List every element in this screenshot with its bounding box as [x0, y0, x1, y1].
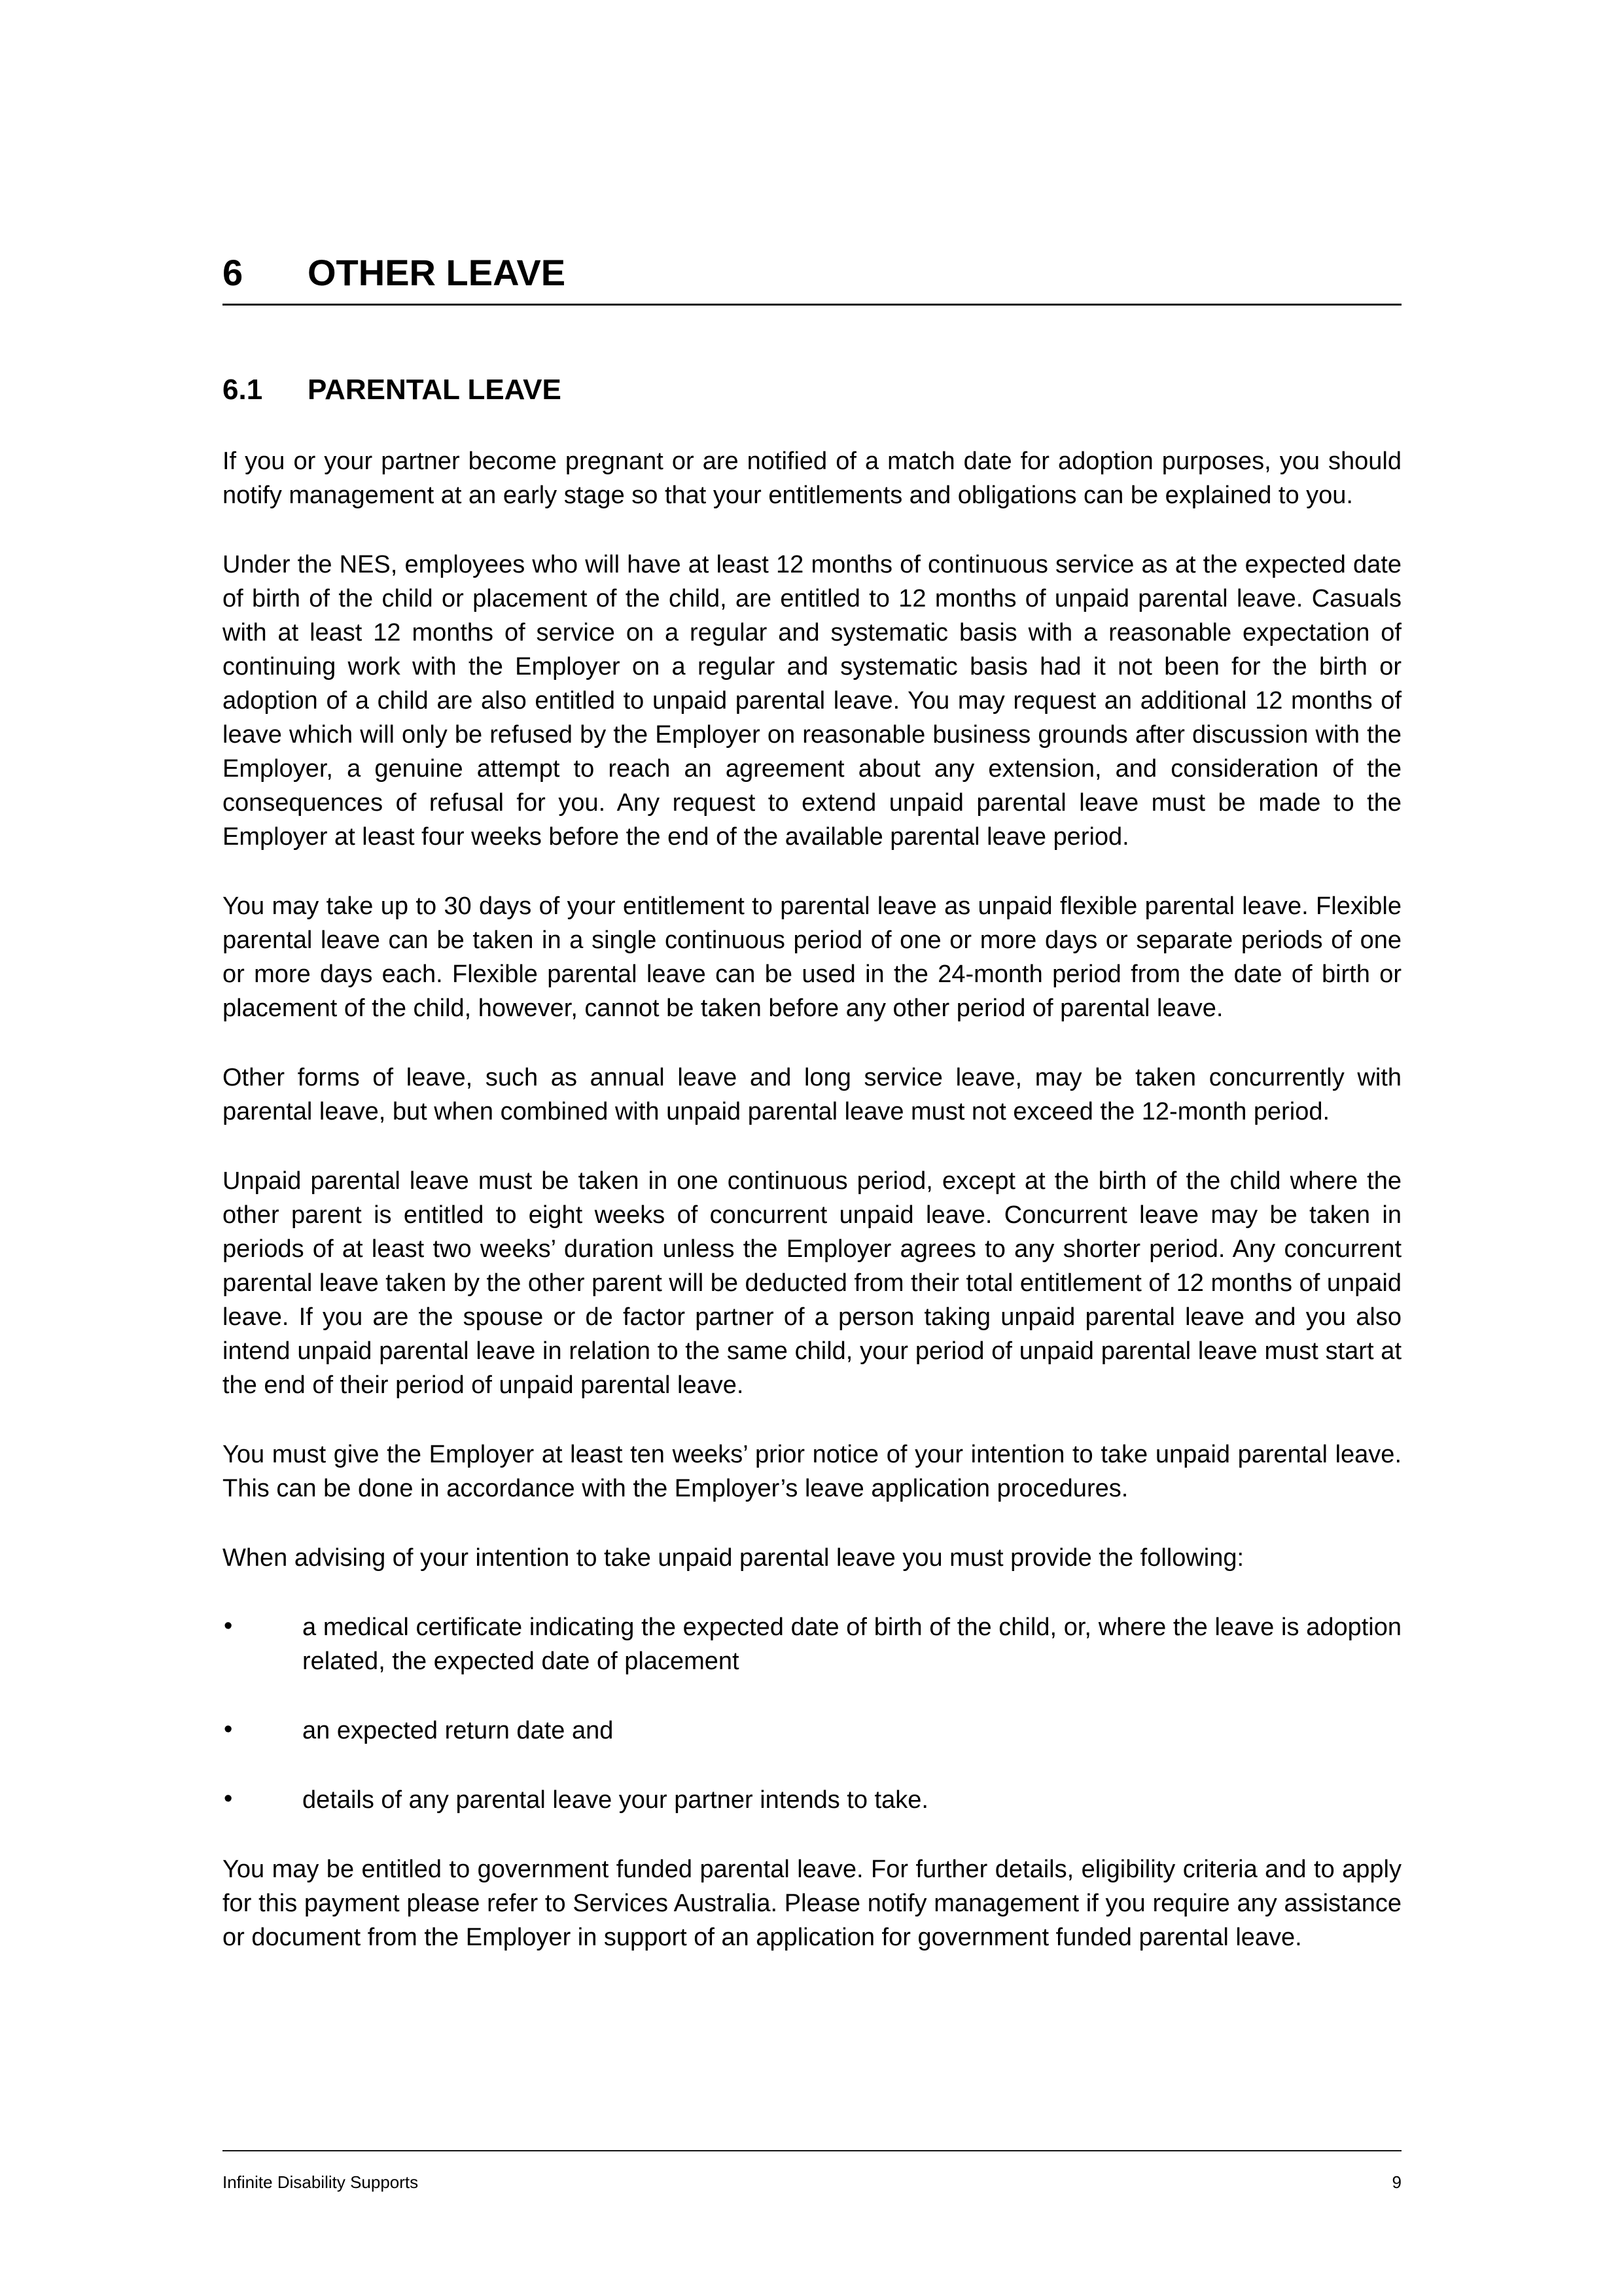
section-heading: [222, 252, 1402, 294]
section-title: OTHER LEAVE: [308, 252, 566, 293]
bullet-item-1: [222, 1610, 1402, 1678]
bullet-text: details of any parental leave your partner intends to take.: [302, 1786, 928, 1814]
bullet-list: [222, 1610, 1402, 1817]
subsection-heading: [222, 374, 1402, 406]
paragraph-1: If you or your partner become pregnant or are notified of a match date for adoption purposes, you should notify management at an early stage so that your entitlements and obligations can be explained to you.: [222, 448, 1402, 509]
bullet-text: an expected return date and: [302, 1717, 614, 1744]
bullet-icon: •: [224, 1785, 233, 1812]
paragraph-7-intro: When advising of your intention to take unpaid parental leave you must provide the following:: [222, 1544, 1244, 1572]
bullet-icon: •: [224, 1716, 233, 1743]
bullet-item-2: [222, 1714, 1402, 1748]
page-footer: [222, 2150, 1402, 2192]
paragraph-6: You must give the Employer at least ten weeks’ prior notice of your intention to take unpaid parental leave. This can be done in accordance with the Employer’s leave application procedures.: [222, 1441, 1402, 1502]
paragraph-5: Unpaid parental leave must be taken in one continuous period, except at the birth of the child where the other parent is entitled to eight weeks of concurrent unpaid leave. Concurrent leave may be taken in periods of at least two weeks’ duration unless the Employer agrees to any shorter period. Any concurrent parental leave taken by the other parent will be deducted from their total entitlement of 12 months of unpaid leave. If you are the spouse or de factor partner of a person taking unpaid parental leave and you also intend unpaid parental leave in relation to the same child, your period of unpaid parental leave must start at the end of their period of unpaid parental leave.: [222, 1167, 1402, 1399]
paragraph-3: You may take up to 30 days of your entitlement to parental leave as unpaid flexible parental leave. Flexible parental leave can be taken in a single continuous period of one or more days or separate periods of one or more days each. Flexible parental leave can be used in the 24-month period from the date of birth or placement of the child, however, cannot be taken before any other period of parental leave.: [222, 892, 1402, 1022]
paragraph-4: Other forms of leave, such as annual leave and long service leave, may be taken concurrently with parental leave, but when combined with unpaid parental leave must not exceed the 12-month period.: [222, 1064, 1402, 1125]
footer-page-number: 9: [1392, 2172, 1402, 2192]
bullet-icon: •: [224, 1612, 233, 1640]
heading-rule: [222, 304, 1402, 306]
bullet-text: a medical certificate indicating the expected date of birth of the child, or, where the leave is adoption related, the expected date of placement: [302, 1614, 1402, 1675]
page-content: [222, 0, 1402, 1990]
paragraph-2: Under the NES, employees who will have at least 12 months of continuous service as at the expected date of birth of the child or placement of the child, are entitled to 12 months of unpaid parental leave. Casuals with at least 12 months of service on a regular and systematic basis with a reasonable expectation of continuing work with the Employer on a regular and systematic basis had it not been for the birth or adoption of a child are also entitled to unpaid parental leave. You may request an additional 12 months of leave which will only be refused by the Employer on reasonable business grounds after discussion with the Employer, a genuine attempt to reach an agreement about any extension, and consideration of the consequences of refusal for you. Any request to extend unpaid parental leave must be made to the Employer at least four weeks before the end of the available parental leave period.: [222, 551, 1402, 851]
subsection-number: 6.1: [222, 374, 263, 406]
subsection-title: PARENTAL LEAVE: [308, 374, 561, 406]
bullet-item-3: [222, 1783, 1402, 1817]
paragraph-closing: You may be entitled to government funded parental leave. For further details, eligibility criteria and to apply for this payment please refer to Services Australia. Please notify management if you require any assistance or document from the Employer in support of an application for government funded parental leave.: [222, 1856, 1402, 1951]
footer-company: Infinite Disability Supports: [222, 2172, 419, 2192]
section-number: 6: [222, 252, 243, 293]
